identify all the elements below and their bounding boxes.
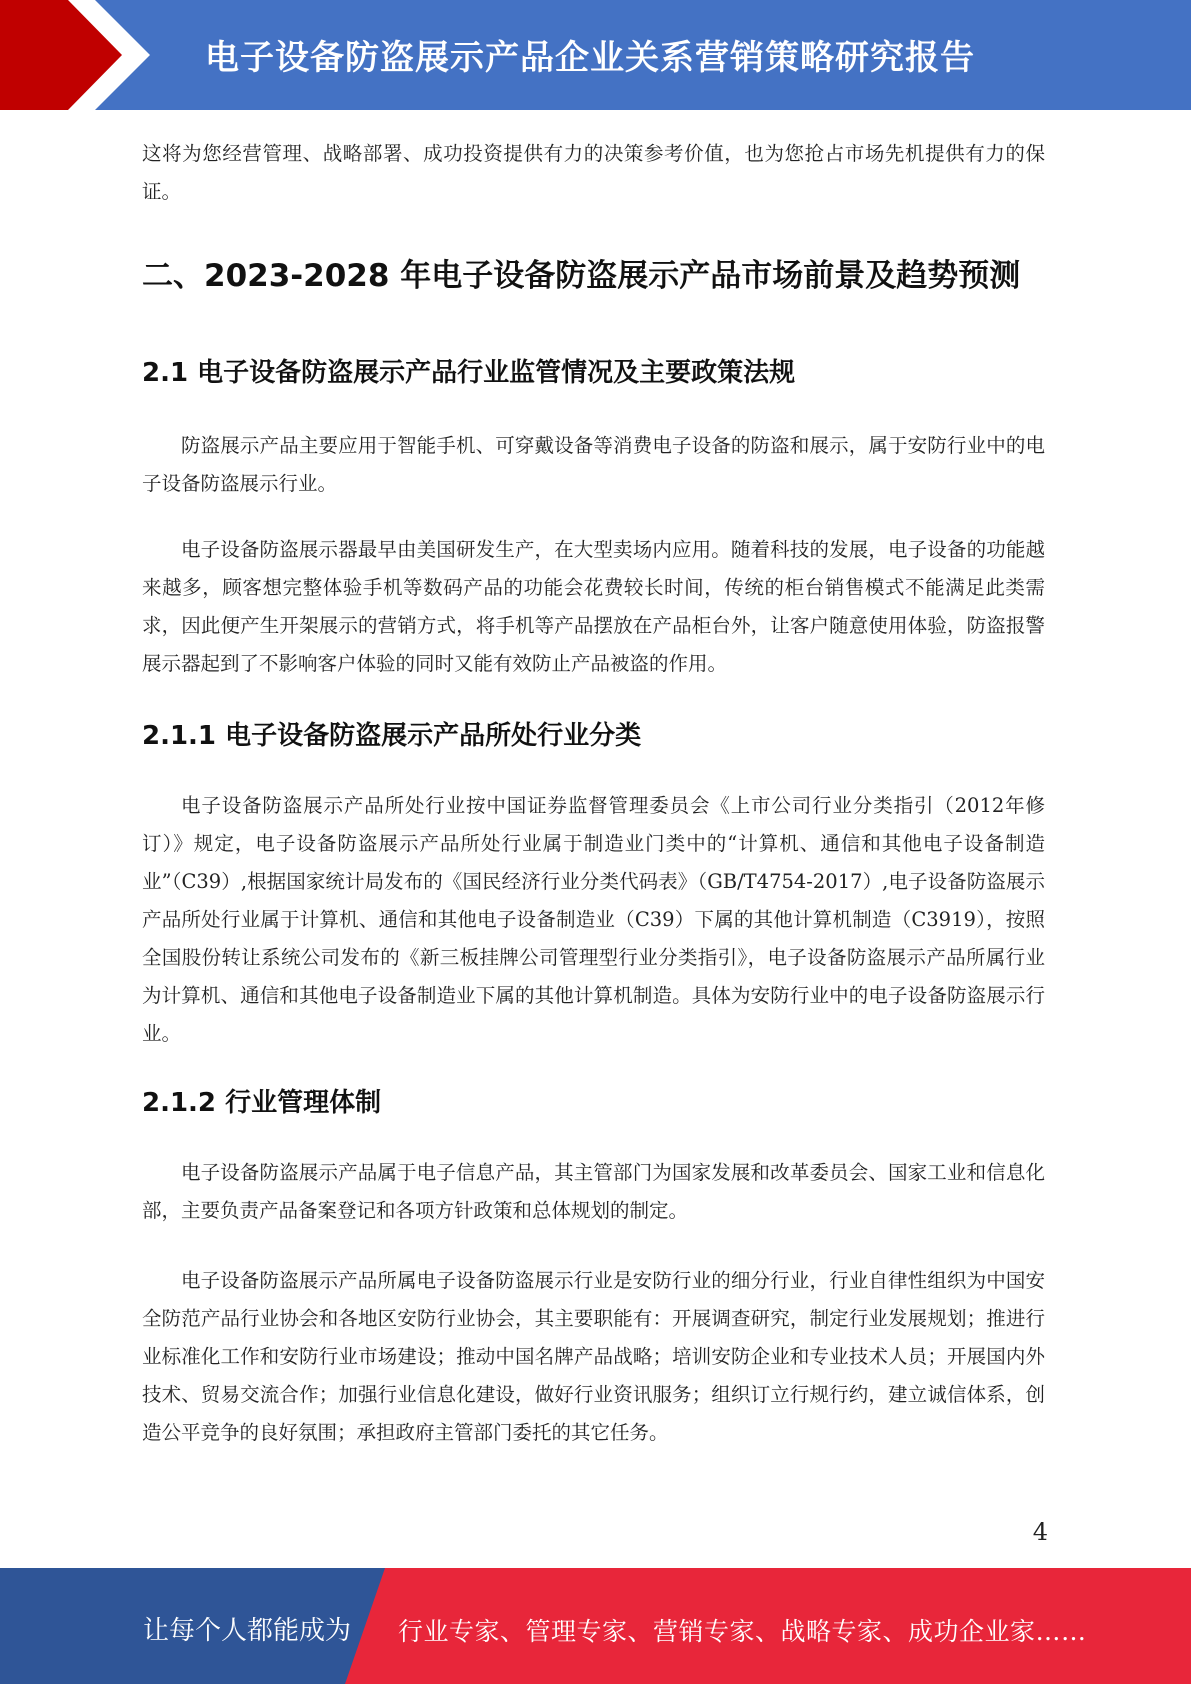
section-2-1-body-2 (142, 531, 1045, 683)
section-2-1-1-heading: 2.1.1 电子设备防盗展示产品所处行业分类 (142, 721, 642, 751)
paragraph: 防盗展示产品主要应用于智能手机、可穿戴设备等消费电子设备的防盗和展示，属于安防行业中的电子设备防盗展示行业。 (142, 434, 1045, 495)
intro-paragraph: 这将为您经营管理、战略部署、成功投资提供有力的决策参考价值，也为您抢占市场先机提供有力的保证。 (142, 142, 1045, 203)
section-2-1-2-body-2 (142, 1262, 1045, 1452)
header-arrow-decoration (0, 0, 150, 110)
page-number: 4 (1032, 1518, 1048, 1546)
footer-slogan-right: 行业专家、管理专家、营销专家、战略专家、成功企业家…… (398, 1617, 1087, 1646)
section-2-1-2-body (142, 1154, 1045, 1230)
paragraph: 电子设备防盗展示产品属于电子信息产品，其主管部门为国家发展和改革委员会、国家工业和信息化部，主要负责产品备案登记和各项方针政策和总体规划的制定。 (142, 1161, 1045, 1222)
intro-section (142, 135, 1045, 211)
page-header (0, 0, 1191, 110)
paragraph: 电子设备防盗展示产品所处行业按中国证券监督管理委员会《上市公司行业分类指引（2012年修订）》规定，电子设备防盗展示产品所处行业属于制造业门类中的“计算机、通信和其他电子设备制造业”（C39）,根据国家统计局发布的《国民经济行业分类代码表》（GB/T4754-2017）,电子设备防盗展示产品所处行业属于计算机、通信和其他电子设备制造业（C39）下属的其他计算机制造（C3919），按照全国股份转让系统公司发布的《新三板挂牌公司管理型行业分类指引》，电子设备防盗展示产品所属行业为计算机、通信和其他电子设备制造业下属的其他计算机制造。具体为安防行业中的电子设备防盗展示行业。 (142, 794, 1045, 1045)
section-2-1-body (142, 427, 1045, 503)
report-title: 电子设备防盗展示产品企业关系营销策略研究报告 (205, 38, 975, 78)
section-2-1-2-heading: 2.1.2 行业管理体制 (142, 1088, 382, 1118)
paragraph: 电子设备防盗展示产品所属电子设备防盗展示行业是安防行业的细分行业，行业自律性组织为中国安全防范产品行业协会和各地区安防行业协会，其主要职能有：开展调查研究，制定行业发展规划；推进行业标准化工作和安防行业市场建设；推动中国名牌产品战略；培训安防企业和专业技术人员；开展国内外技术、贸易交流合作；加强行业信息化建设，做好行业资讯服务；组织订立行规行约，建立诚信体系，创造公平竞争的良好氛围；承担政府主管部门委托的其它任务。 (142, 1269, 1045, 1444)
section-2-1-heading: 2.1 电子设备防盗展示产品行业监管情况及主要政策法规 (142, 358, 796, 388)
footer-slogan-left: 让每个人都能成为 (143, 1616, 352, 1646)
section-2-1-1-body (142, 787, 1045, 1053)
page-footer (0, 1568, 1191, 1684)
section-2-heading: 二、2023-2028 年电子设备防盗展示产品市场前景及趋势预测 (142, 258, 1021, 294)
paragraph: 电子设备防盗展示器最早由美国研发生产，在大型卖场内应用。随着科技的发展，电子设备的功能越来越多，顾客想完整体验手机等数码产品的功能会花费较长时间，传统的柜台销售模式不能满足此类需求，因此便产生开架展示的营销方式，将手机等产品摆放在产品柜台外，让客户随意使用体验，防盗报警展示器起到了不影响客户体验的同时又能有效防止产品被盗的作用。 (142, 538, 1045, 675)
